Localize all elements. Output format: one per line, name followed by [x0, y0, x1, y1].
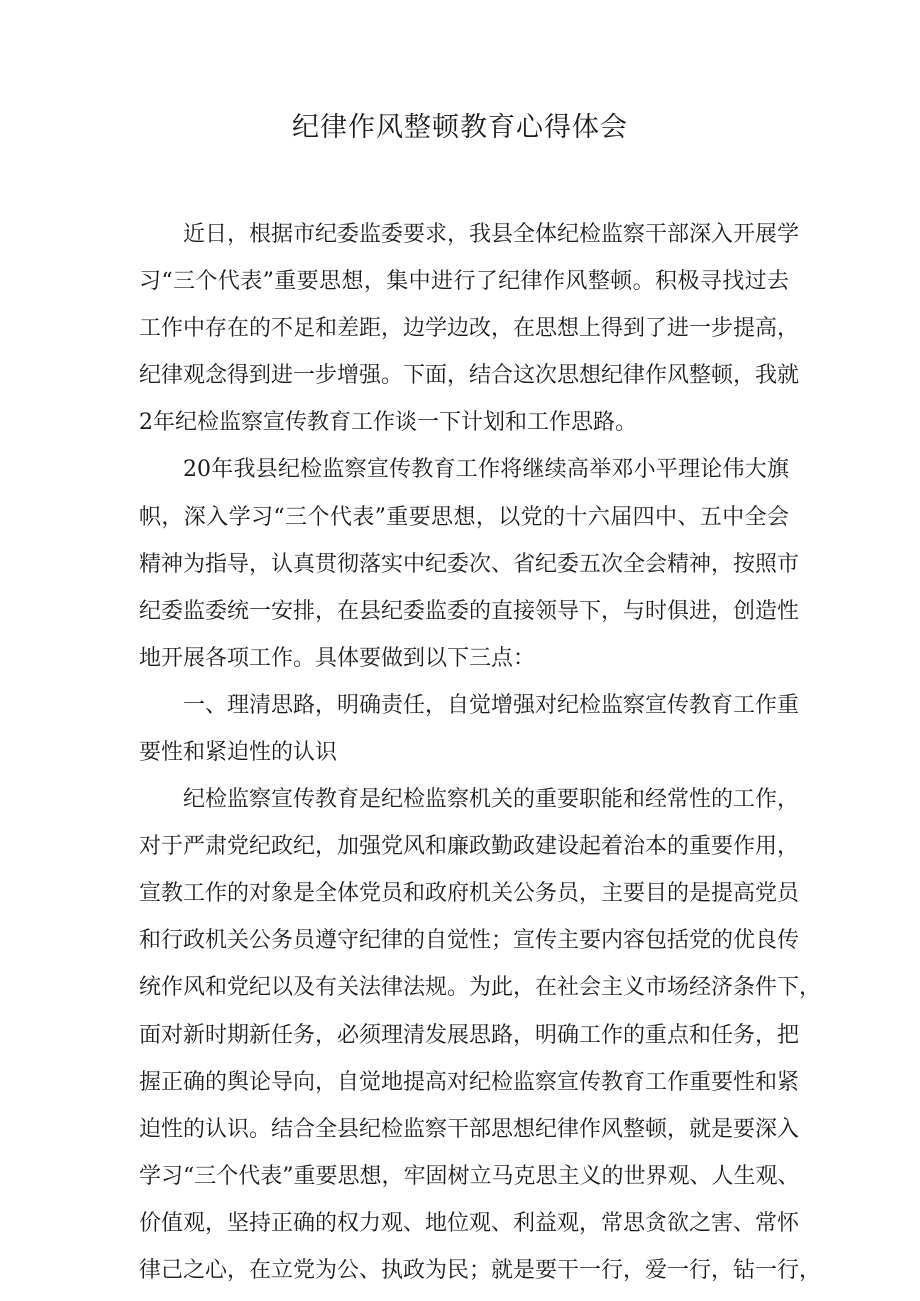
document-title: 纪律作风整顿教育心得体会 — [292, 112, 628, 143]
text-line: 一、理清思路，明确责任，自觉增强对纪检监察宣传教育工作重 — [183, 692, 800, 718]
text-line: 20年我县纪检监察宣传教育工作将继续高举邓小平理论伟大旗 — [183, 457, 789, 483]
text-line: 纪律观念得到进一步增强。下面，结合这次思想纪律作风整顿，我就 — [139, 363, 800, 389]
text-line: 面对新时期新任务，必须理清发展思路，明确工作的重点和任务，把 — [139, 1022, 800, 1048]
text-line: 工作中存在的不足和差距，边学边改，在思想上得到了进一步提高， — [139, 316, 800, 342]
text-line: 地开展各项工作。具体要做到以下三点： — [139, 645, 536, 671]
text-line: 律己之心，在立党为公、执政为民；就是要干一行，爱一行，钻一行， — [139, 1258, 822, 1283]
text-line: 纪检监察宣传教育是纪检监察机关的重要职能和经常性的工作， — [183, 787, 800, 813]
text-line: 握正确的舆论导向，自觉地提高对纪检监察宣传教育工作重要性和紧 — [139, 1069, 800, 1095]
text-line: 2年纪检监察宣传教育工作谈一下计划和工作思路。 — [139, 410, 637, 436]
text-line: 对于严肃党纪政纪，加强党风和廉政勤政建设起着治本的重要作用， — [139, 834, 800, 860]
text-line: 要性和紧迫性的认识 — [139, 740, 338, 765]
text-line: 精神为指导，认真贯彻落实中纪委次、省纪委五次全会精神，按照市 — [139, 551, 800, 577]
text-line: 习“三个代表”重要思想，集中进行了纪律作风整顿。积极寻找过去 — [139, 269, 789, 295]
text-line: 帜，深入学习“三个代表”重要思想，以党的十六届四中、五中全会 — [139, 504, 789, 530]
text-line: 近日，根据市纪委监委要求，我县全体纪检监察干部深入开展学 — [183, 222, 800, 247]
text-line: 价值观，坚持正确的权力观、地位观、利益观，常思贪欲之害、常怀 — [139, 1210, 800, 1236]
text-line: 迫性的认识。结合全县纪检监察干部思想纪律作风整顿，就是要深入 — [139, 1116, 800, 1142]
text-line: 和行政机关公务员遵守纪律的自觉性；宣传主要内容包括党的优良传 — [139, 928, 800, 954]
text-line: 纪委监委统一安排，在县纪委监委的直接领导下，与时俱进，创造性 — [139, 598, 800, 624]
text-line: 统作风和党纪以及有关法律法规。为此，在社会主义市场经济条件下， — [139, 975, 822, 1001]
text-line: 学习“三个代表”重要思想，牢固树立马克思主义的世界观、人生观、 — [139, 1163, 800, 1189]
text-line: 宣教工作的对象是全体党员和政府机关公务员，主要目的是提高党员 — [139, 881, 800, 907]
